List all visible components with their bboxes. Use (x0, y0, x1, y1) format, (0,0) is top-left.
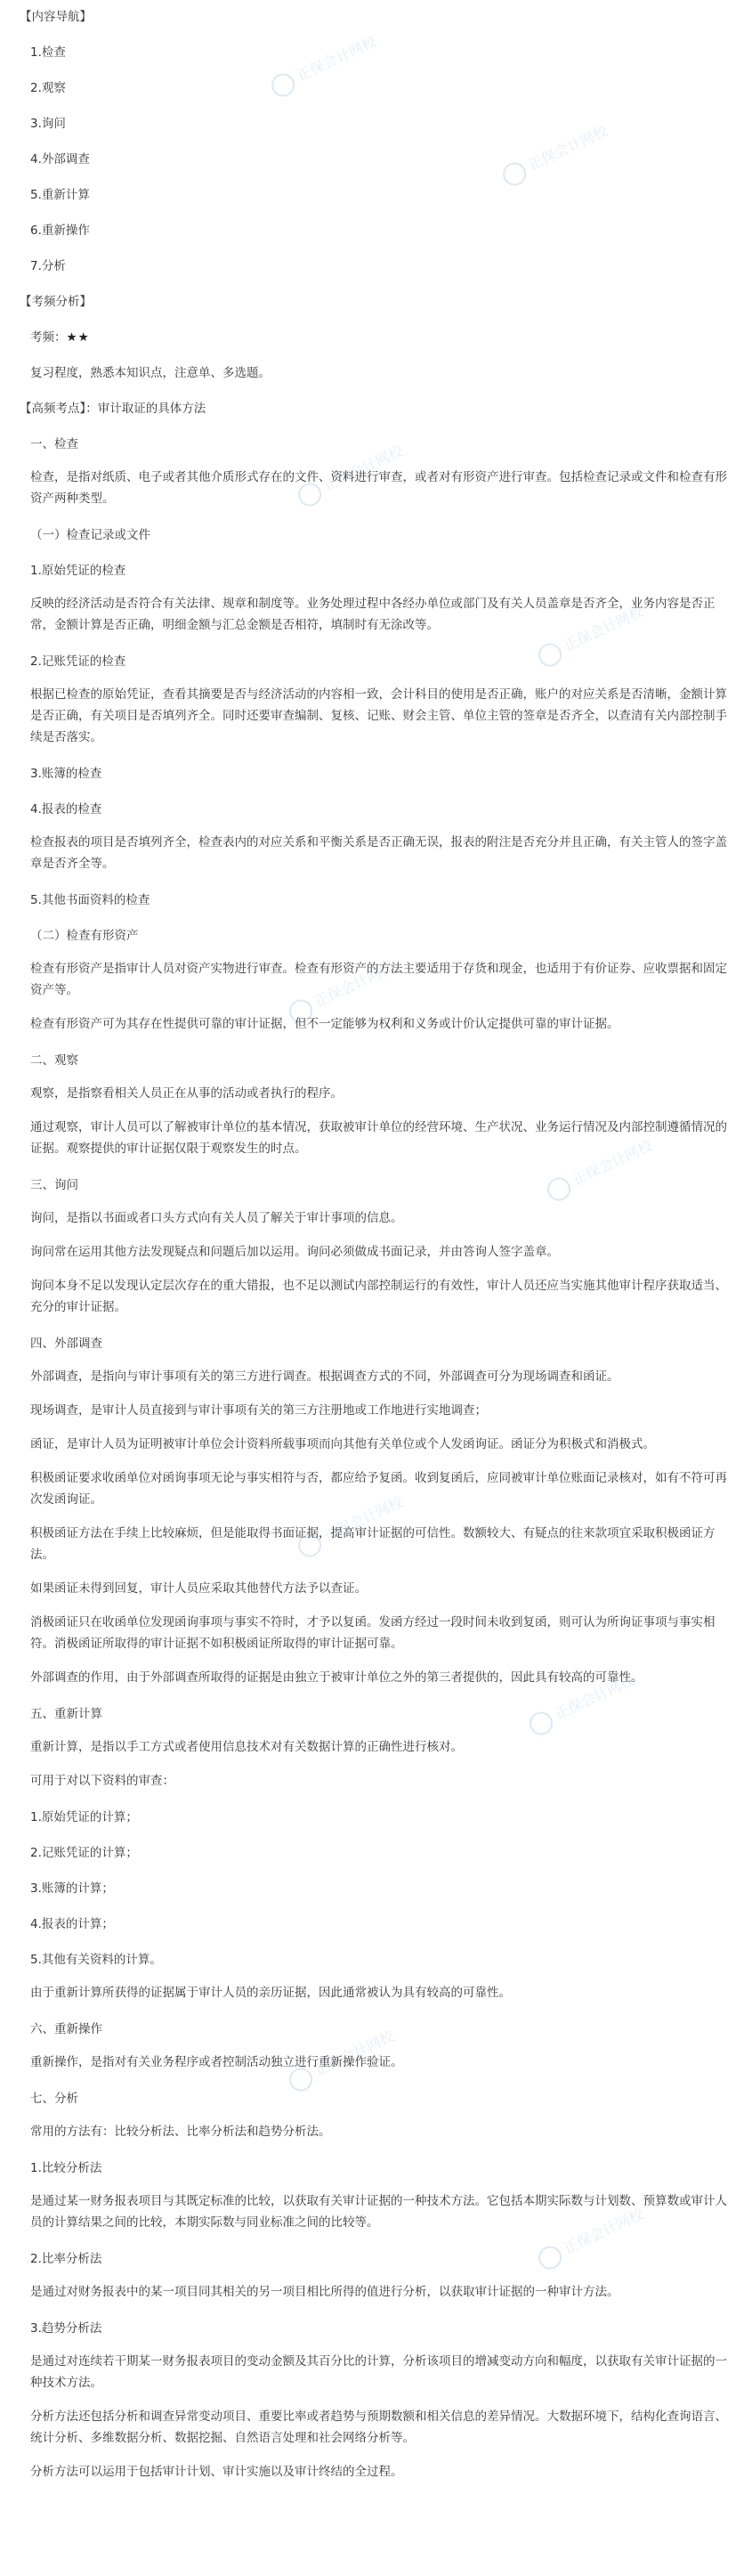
watermark-text: 正保会计网校 (561, 602, 646, 654)
nav-header: 【内容导航】 (20, 10, 92, 24)
paragraph: 积极函证要求收函单位对函询事项无论与事实相符与否，都应给予复函。收到复函后，应同被审计单位账面记录核对，如有不符可再次发函询证。 (30, 1471, 727, 1507)
item-title: 1.比较分析法 (30, 2161, 102, 2175)
paragraph: 是通过某一财务报表项目与其既定标准的比较，以获取有关审计证据的一种技术方法。它包括本期实际数与计划数、预算数或审计人员的计算结果之间的比较，本期实际数与同业标准之间的比较等。 (30, 2194, 727, 2230)
nav-item: 2.观察 (30, 81, 66, 95)
paragraph: 分析方法可以运用于包括审计计划、审计实施以及审计终结的全过程。 (30, 2465, 403, 2479)
paragraph: 检查，是指对纸质、电子或者其他介质形式存在的文件、资料进行审查，或者对有形资产进行审查。包括检查记录或文件和检查有形资产两种类型。 (30, 470, 727, 506)
paragraph: 观察，是指察看相关人员正在从事的活动或者执行的程序。 (30, 1086, 343, 1101)
watermark-text: 正保会计网校 (561, 2205, 646, 2257)
paragraph: 反映的经济活动是否符合有关法律、规章和制度等。业务处理过程中各经办单位或部门及有关人员盖章是否齐全，业务内容是否正常，金额计算是否正确，明细金额与汇总金额是否相符，填制时有无涂改等。 (30, 597, 716, 632)
watermark-text: 正保会计网校 (570, 1136, 655, 1189)
watermark-text: 正保会计网校 (320, 442, 406, 494)
subsection-title: （二）检查有形资产 (30, 929, 139, 943)
frequency-stars: ★★ (66, 330, 90, 345)
paragraph: 询问本身不足以发现认定层次存在的重大错报，也不足以测试内部控制运行的有效性，审计人员还应当实施其他审计程序获取适当、充分的审计证据。 (30, 1279, 727, 1314)
item-title: 1.原始凭证的检查 (30, 564, 126, 578)
paragraph: 重新操作，是指对有关业务程序或者控制活动独立进行重新操作验证。 (30, 2055, 403, 2069)
paragraph: 外部调查的作用，由于外部调查所取得的证据是由独立于被审计单位之外的第三者提供的，因此具有较高的可靠性。 (30, 1670, 643, 1685)
paragraph: 通过观察，审计人员可以了解被审计单位的基本情况，获取被审计单位的经营环境、生产状况、业务运行情况及内部控制遵循情况的证据。观察提供的审计证据仅限于观察发生的时点。 (30, 1120, 727, 1156)
watermark-text: 正保会计网校 (552, 1670, 637, 1723)
section-title: 一、检查 (30, 437, 78, 451)
review-text: 复习程度，熟悉本知识点，注意单、多选题。 (30, 366, 271, 380)
watermark-text: 正保会计网校 (311, 958, 397, 1011)
paragraph: 消极函证只在收函单位发现函询事项与事实不符时，才予以复函。发函方经过一段时间未收到复函，则可认为所询证事项与事实相符。消极函证所取得的审计证据不如积极函证所取得的审计证据可靠。 (30, 1615, 716, 1651)
section-title: 四、外部调查 (30, 1337, 102, 1351)
paragraph: 是通过对财务报表中的某一项目同其相关的另一项目相比所得的值进行分析，以获取审计证据的一种审计方法。 (30, 2285, 619, 2299)
paragraph: 由于重新计算所获得的证据属于审计人员的亲历证据，因此通常被认为具有较高的可靠性。 (30, 1986, 511, 2000)
paragraph: 可用于对以下资料的审查： (30, 1774, 174, 1788)
list-item: 2.记账凭证的计算； (30, 1846, 138, 1860)
section-title: 三、询问 (30, 1178, 78, 1192)
watermark-text: 正保会计网校 (311, 2027, 397, 2079)
analysis-header: 【考频分析】 (20, 295, 92, 309)
paragraph: 积极函证方法在手续上比较麻烦，但是能取得书面证据，提高审计证据的可信性。数额较大、有疑点的往来款项宜采取积极函证方法。 (30, 1526, 716, 1562)
frequency-line (20, 328, 732, 347)
watermark-text: 正保会计网校 (294, 32, 379, 85)
paragraph: 检查有形资产是指审计人员对资产实物进行审查。检查有形资产的方法主要适用于存货和现金，也适用于有价证券、应收票据和固定资产等。 (30, 962, 727, 997)
paragraph: 分析方法还包括分析和调查异常变动项目、重要比率或者趋势与预期数额和相关信息的差异情况。大数据环境下，结构化查询语言、统计分析、多维数据分析、数据挖掘、自然语言处理和社会网络分析等。 (30, 2409, 727, 2445)
paragraph: 根据已检查的原始凭证，查看其摘要是否与经济活动的内容相一致，会计科目的使用是否正确，账户的对应关系是否清晰，金额计算是否正确，有关项目是否填列齐全。同时还要审查编制、复核、记账、财会主管、单位主管的签章是否齐全，以查清有关内部控制手续是否落实。 (30, 687, 727, 744)
paragraph: 如果函证未得到回复，审计人员应采取其他替代方法予以查证。 (30, 1581, 367, 1596)
section-title: 七、分析 (30, 2092, 78, 2106)
paragraph: 是通过对连续若干期某一财务报表项目的变动金额及其百分比的计算，分析该项目的增减变动方向和幅度，以获取有关审计证据的一种技术方法。 (30, 2354, 727, 2390)
paragraph: 函证，是审计人员为证明被审计单位会计资料所载事项而向其他有关单位或个人发函询证。函证分为积极式和消极式。 (30, 1437, 655, 1451)
subsection-title: （一）检查记录或文件 (30, 528, 150, 542)
watermark-text: 正保会计网校 (320, 1492, 406, 1545)
paragraph: 询问，是指以书面或者口头方式向有关人员了解关于审计事项的信息。 (30, 1211, 403, 1225)
item-title: 2.比率分析法 (30, 2252, 102, 2266)
watermark-text: 正保会计网校 (525, 121, 610, 174)
paragraph: 重新计算，是指以手工方式或者使用信息技术对有关数据计算的正确性进行核对。 (30, 1740, 463, 1754)
item-title: 2.记账凭证的检查 (30, 654, 126, 669)
nav-item: 7.分析 (30, 259, 66, 273)
nav-item: 4.外部调查 (30, 152, 90, 167)
frequency-label: 考频： (30, 330, 67, 345)
nav-item: 6.重新操作 (30, 223, 90, 238)
nav-item: 3.询问 (30, 117, 66, 131)
nav-item: 1.检查 (30, 45, 66, 60)
item-title: 3.趋势分析法 (30, 2321, 102, 2336)
paragraph: 现场调查，是审计人员直接到与审计事项有关的第三方注册地或工作地进行实地调查； (30, 1403, 487, 1418)
section-title: 二、观察 (30, 1053, 78, 1068)
item-title: 4.报表的检查 (30, 802, 102, 817)
item-title: 3.账簿的检查 (30, 767, 102, 781)
paragraph: 检查报表的项目是否填列齐全，检查表内的对应关系和平衡关系是否正确无误，报表的附注是否充分并且正确，有关主管人的签字盖章是否齐全等。 (30, 835, 727, 871)
section-title: 五、重新计算 (30, 1707, 102, 1721)
list-item: 5.其他有关资料的计算。 (30, 1953, 162, 1967)
nav-item: 5.重新计算 (30, 188, 90, 202)
section-title: 六、重新操作 (30, 2022, 102, 2036)
paragraph: 询问常在运用其他方法发现疑点和问题后加以运用。询问必须做成书面记录，并由答询人签字盖章。 (30, 1245, 559, 1259)
paragraph: 外部调查，是指向与审计事项有关的第三方进行调查。根据调查方式的不同，外部调查可分为现场调查和函证。 (30, 1369, 619, 1384)
list-item: 4.报表的计算； (30, 1917, 114, 1931)
topic-title: 【高频考点】：审计取证的具体方法 (20, 402, 206, 416)
paragraph: 常用的方法有：比较分析法、比率分析法和趋势分析法。 (30, 2125, 331, 2139)
list-item: 3.账簿的计算； (30, 1881, 114, 1896)
item-title: 5.其他书面资料的检查 (30, 893, 150, 907)
paragraph: 检查有形资产可为其存在性提供可靠的审计证据，但不一定能够为权利和义务或计价认定提供可靠的审计证据。 (30, 1017, 619, 1031)
list-item: 1.原始凭证的计算； (30, 1810, 138, 1824)
